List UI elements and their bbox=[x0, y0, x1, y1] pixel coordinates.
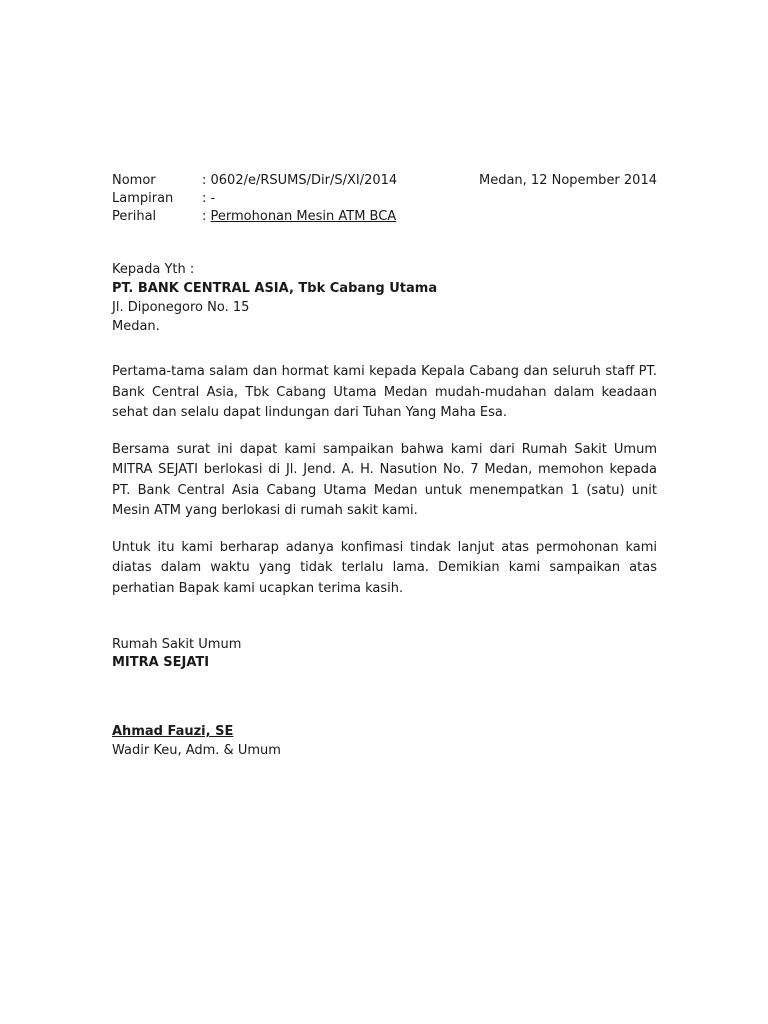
letter-date: Medan, 12 Nopember 2014 bbox=[478, 173, 657, 188]
recipient-address: Jl. Diponegoro No. 15 bbox=[112, 300, 250, 315]
nomor-value: : 0602/e/RSUMS/Dir/S/XI/2014 bbox=[202, 173, 398, 188]
lampiran-label: Lampiran bbox=[112, 191, 174, 206]
lampiran-row bbox=[112, 190, 657, 208]
closing-institution: Rumah Sakit Umum bbox=[112, 637, 242, 652]
perihal-row bbox=[112, 208, 657, 226]
nomor-row bbox=[112, 172, 657, 190]
letter-header bbox=[112, 172, 657, 226]
perihal-label: Perihal bbox=[112, 209, 157, 224]
signer-name: Ahmad Fauzi, SE bbox=[112, 724, 234, 739]
body-paragraph-3: Untuk itu kami berharap adanya konfimasi tindak lanjut atas permohonan kami diatas dalam waktu yang tidak terlalu lama. Demikian kami sampaikan atas perhatian Bapak kami ucapkan terima kasih. bbox=[112, 539, 657, 596]
recipient-greeting: Kepada Yth : bbox=[112, 262, 195, 277]
lampiran-value: : - bbox=[202, 191, 216, 206]
perihal-value: Permohonan Mesin ATM BCA bbox=[210, 209, 397, 224]
recipient-block bbox=[112, 260, 657, 336]
letter-body bbox=[112, 362, 657, 615]
body-paragraph-2: Bersama surat ini dapat kami sampaikan bahwa kami dari Rumah Sakit Umum MITRA SEJATI berlokasi di Jl. Jend. A. H. Nasution No. 7 Medan, memohon kepada PT. Bank Central Asia Cabang Utama Medan untuk menempatkan 1 (satu) unit Mesin ATM yang berlokasi di rumah sakit kami. bbox=[112, 441, 657, 518]
signature-block bbox=[112, 722, 657, 760]
recipient-name: PT. BANK CENTRAL ASIA, Tbk Cabang Utama bbox=[112, 281, 438, 296]
body-paragraph-1: Pertama-tama salam dan hormat kami kepada Kepala Cabang dan seluruh staff PT. Bank Central Asia, Tbk Cabang Utama Medan mudah-mudahan dalam keadaan sehat dan selalu dapat lindungan dari Tuhan Yang Maha Esa. bbox=[112, 364, 657, 420]
perihal-value-wrap bbox=[202, 208, 472, 226]
closing-institution-name: MITRA SEJATI bbox=[112, 655, 210, 670]
recipient-city: Medan. bbox=[112, 319, 160, 334]
signer-title: Wadir Keu, Adm. & Umum bbox=[112, 743, 281, 758]
closing-block bbox=[112, 636, 657, 672]
perihal-colon: : bbox=[202, 209, 211, 224]
nomor-label: Nomor bbox=[112, 173, 156, 188]
